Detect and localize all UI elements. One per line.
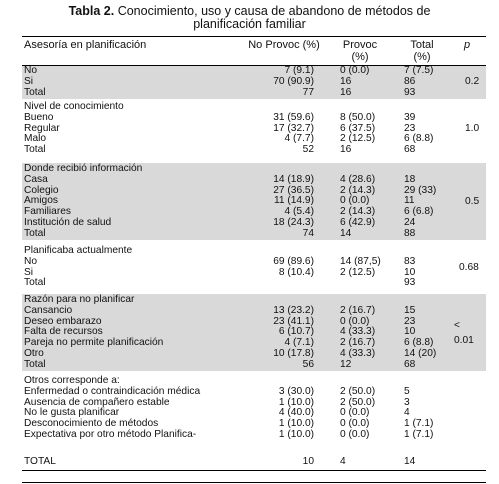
provoc-cell: 8 (50.0) — [340, 111, 376, 123]
provoc-cell: 16 — [340, 75, 352, 87]
total-cell: 1 (7.1) — [404, 418, 434, 429]
no-provoc-cell: 56 — [302, 358, 314, 370]
total-cell: 6 (6.8) — [404, 206, 434, 217]
row-label: Desconocimiento de métodos — [24, 418, 159, 429]
table-caption — [0, 5, 499, 31]
table-row — [22, 398, 486, 408]
total-cell: 68 — [404, 358, 416, 370]
no-provoc-cell: 18 (24.3) — [273, 216, 314, 228]
p-value: 0.68 — [459, 261, 479, 273]
total-cell: 39 — [404, 111, 416, 123]
row-label: No — [24, 255, 38, 267]
row-label: Regular — [24, 122, 60, 134]
p-value — [454, 320, 474, 346]
section-title — [22, 376, 486, 386]
total-rule-top — [22, 470, 486, 471]
p-value-line2: 0.01 — [454, 335, 474, 347]
section-title-text: Donde recibió información — [24, 163, 143, 174]
no-provoc-cell: 1 (10.0) — [278, 396, 314, 408]
p-value: 0.2 — [465, 76, 480, 88]
caption-label: Tabla 2. — [68, 4, 115, 18]
table-header — [22, 37, 486, 65]
total-cell: 1 (7.1) — [404, 428, 434, 440]
provoc-cell: 0 (0.0) — [340, 407, 370, 419]
no-provoc-cell: 27 (36.5) — [273, 184, 314, 196]
provoc-cell: 16 — [340, 144, 352, 155]
table-row — [22, 387, 486, 397]
no-provoc-cell: 69 (89.6) — [273, 255, 314, 267]
section-title — [22, 102, 486, 112]
provoc-cell: 2 (50.0) — [340, 385, 376, 397]
no-provoc-cell: 1 (10.0) — [278, 418, 314, 429]
row-label: Total — [24, 144, 46, 155]
provoc-cell: 0 (0.0) — [340, 418, 370, 429]
table-row — [22, 145, 486, 155]
row-label: Total — [24, 86, 46, 98]
section-title-text: Otros corresponde a: — [24, 375, 120, 386]
row-label: Total — [24, 277, 46, 289]
total-cell: 93 — [404, 86, 416, 98]
row-label: Familiares — [24, 206, 71, 217]
total-cell: 88 — [404, 227, 416, 239]
total-cell: 93 — [404, 277, 416, 289]
total-cell: 18 — [404, 173, 416, 185]
provoc-cell: 4 (28.6) — [340, 173, 376, 185]
provoc-cell: 2 (16.7) — [340, 337, 376, 348]
provoc-cell: 0 (0.0) — [340, 428, 370, 440]
table-section — [22, 101, 486, 157]
row-label: Falta de recursos — [24, 326, 103, 338]
no-provoc-cell: 17 (32.7) — [273, 122, 314, 134]
table-row — [22, 218, 486, 228]
provoc-cell: 2 (12.5) — [340, 133, 376, 145]
section-title — [22, 164, 486, 174]
section-title — [22, 295, 486, 305]
table-row — [22, 430, 486, 440]
provoc-cell: 16 — [340, 86, 352, 98]
provoc-cell: 12 — [340, 358, 352, 370]
total-cell: 7 (7.5) — [404, 65, 434, 76]
provoc-cell: 0 (0.0) — [340, 65, 370, 76]
no-provoc-cell: 3 (30.0) — [278, 385, 314, 397]
no-provoc-cell: 10 — [302, 456, 314, 467]
grand-total-row — [22, 457, 486, 467]
no-provoc-cell: 13 (23.2) — [273, 304, 314, 316]
total-cell: 10 — [404, 326, 416, 338]
row-label: Si — [24, 75, 34, 87]
p-value: 0.5 — [465, 195, 480, 207]
table-row — [22, 349, 486, 359]
row-label: No le gusta planificar — [24, 407, 120, 419]
total-cell: 14 — [404, 456, 416, 467]
total-cell: 15 — [404, 304, 416, 316]
no-provoc-cell: 11 (14.9) — [273, 195, 314, 207]
row-label: Total — [24, 227, 46, 239]
table-row — [22, 317, 486, 327]
total-cell: 10 — [404, 266, 416, 278]
table-row — [22, 257, 486, 267]
row-label: Cansancio — [24, 304, 73, 316]
total-cell: 4 — [404, 407, 410, 419]
section-title-text: Razón para no planificar — [24, 294, 135, 305]
row-label: Casa — [24, 173, 48, 185]
no-provoc-cell: 52 — [302, 144, 314, 155]
table-row — [22, 360, 486, 370]
header-col-no-provoc: No Provoc (%) — [248, 39, 320, 51]
no-provoc-cell: 6 (10.7) — [278, 326, 314, 338]
no-provoc-cell: 10 (17.8) — [273, 347, 314, 359]
no-provoc-cell: 4 (5.4) — [284, 206, 314, 217]
total-cell: 5 — [404, 385, 410, 397]
total-cell: 68 — [404, 144, 416, 155]
total-cell: 83 — [404, 255, 416, 267]
row-label: No — [24, 65, 38, 76]
table-row — [22, 186, 486, 196]
table-row — [22, 124, 486, 134]
section-title — [22, 246, 486, 256]
no-provoc-cell: 7 (9.1) — [284, 65, 314, 76]
table-row — [22, 207, 486, 217]
total-cell: 11 — [404, 195, 415, 207]
table-row — [22, 88, 486, 98]
provoc-cell: 2 (12.5) — [340, 266, 376, 278]
row-label: Total — [24, 358, 46, 370]
no-provoc-cell: 4 (40.0) — [278, 407, 314, 419]
table-section — [22, 65, 486, 99]
header-rule — [22, 65, 486, 66]
row-label: Bueno — [24, 111, 54, 123]
total-cell: 24 — [404, 216, 416, 228]
provoc-cell: 6 (37.5) — [340, 122, 376, 134]
table-row — [22, 66, 486, 76]
provoc-cell: 0 (0.0) — [340, 315, 370, 327]
no-provoc-cell: 31 (59.6) — [273, 111, 314, 123]
provoc-cell: 2 (14.3) — [340, 206, 376, 217]
table-row — [22, 268, 486, 278]
row-label: Deseo embarazo — [24, 315, 102, 327]
row-label: Ausencia de compañero estable — [24, 396, 170, 408]
total-cell: 6 (8.8) — [404, 133, 434, 145]
table-row — [22, 175, 486, 185]
provoc-cell: 2 (50.0) — [340, 396, 376, 408]
total-cell: 6 (8.8) — [404, 337, 434, 348]
no-provoc-cell: 14 (18.9) — [273, 173, 314, 185]
table-row — [22, 229, 486, 239]
table-section — [22, 294, 486, 371]
total-cell: 86 — [404, 75, 416, 87]
no-provoc-cell: 77 — [302, 86, 314, 98]
table-row — [22, 134, 486, 144]
caption-text: Conocimiento, uso y causa de abandono de métodos de — [114, 4, 431, 18]
provoc-cell: 4 — [340, 456, 346, 467]
provoc-cell: 4 (33.3) — [340, 326, 376, 338]
table-section — [22, 375, 486, 442]
caption-text-line2: planificación familiar — [193, 17, 306, 31]
section-title-text: Nivel de conocimiento — [24, 101, 124, 112]
provoc-cell: 14 — [340, 227, 352, 239]
no-provoc-cell: 4 (7.1) — [284, 337, 314, 348]
table-row — [22, 408, 486, 418]
row-label: Institución de salud — [24, 216, 112, 228]
provoc-cell: 2 (16.7) — [340, 304, 376, 316]
row-label: Amigos — [24, 195, 58, 207]
total-cell: 14 (20) — [404, 347, 437, 359]
header-col-asesoria: Asesoría en planificación — [24, 39, 147, 51]
no-provoc-cell: 70 (90.9) — [273, 75, 314, 87]
row-label: Pareja no permite planificación — [24, 337, 164, 348]
section-title-text: Planificaba actualmente — [24, 245, 133, 256]
provoc-cell: 6 (42.9) — [340, 216, 376, 228]
no-provoc-cell: 74 — [302, 227, 314, 239]
table-row — [22, 306, 486, 316]
provoc-cell: 14 (87,5) — [340, 255, 381, 267]
row-label: Colegio — [24, 184, 59, 196]
table-section — [22, 245, 486, 290]
row-label: Enfermedad o contraindicación médica — [24, 385, 201, 397]
total-cell: 29 (33) — [404, 184, 437, 196]
total-cell: 23 — [404, 122, 416, 134]
table-row — [22, 327, 486, 337]
table-row — [22, 278, 486, 288]
row-label: Malo — [24, 133, 47, 145]
header-col-provoc: Provoc (%) — [342, 39, 378, 63]
table-row — [22, 196, 486, 206]
p-value: 1.0 — [465, 122, 480, 134]
row-label: Si — [24, 266, 34, 278]
table-row — [22, 338, 486, 348]
provoc-cell: 4 (33.3) — [340, 347, 376, 359]
bottom-rule — [22, 482, 486, 483]
no-provoc-cell: 23 (41.1) — [273, 315, 314, 327]
provoc-cell: 2 (14.3) — [340, 184, 376, 196]
table-section — [22, 163, 486, 240]
header-col-total: Total (%) — [410, 39, 434, 63]
no-provoc-cell: 4 (7.7) — [284, 133, 314, 145]
row-label: Expectativa por otro método Planifica- — [24, 428, 197, 440]
table-row — [22, 419, 486, 429]
total-cell: 23 — [404, 315, 416, 327]
no-provoc-cell: 8 (10.4) — [278, 266, 314, 278]
table-row — [22, 77, 486, 87]
row-label: TOTAL — [24, 456, 56, 467]
header-col-p: p — [463, 39, 471, 51]
no-provoc-cell: 1 (10.0) — [278, 428, 314, 440]
p-value-line1: < — [454, 320, 460, 332]
provoc-cell: 0 (0.0) — [340, 195, 370, 207]
row-label: Otro — [24, 347, 44, 359]
table-row — [22, 113, 486, 123]
total-cell: 3 — [404, 396, 410, 408]
